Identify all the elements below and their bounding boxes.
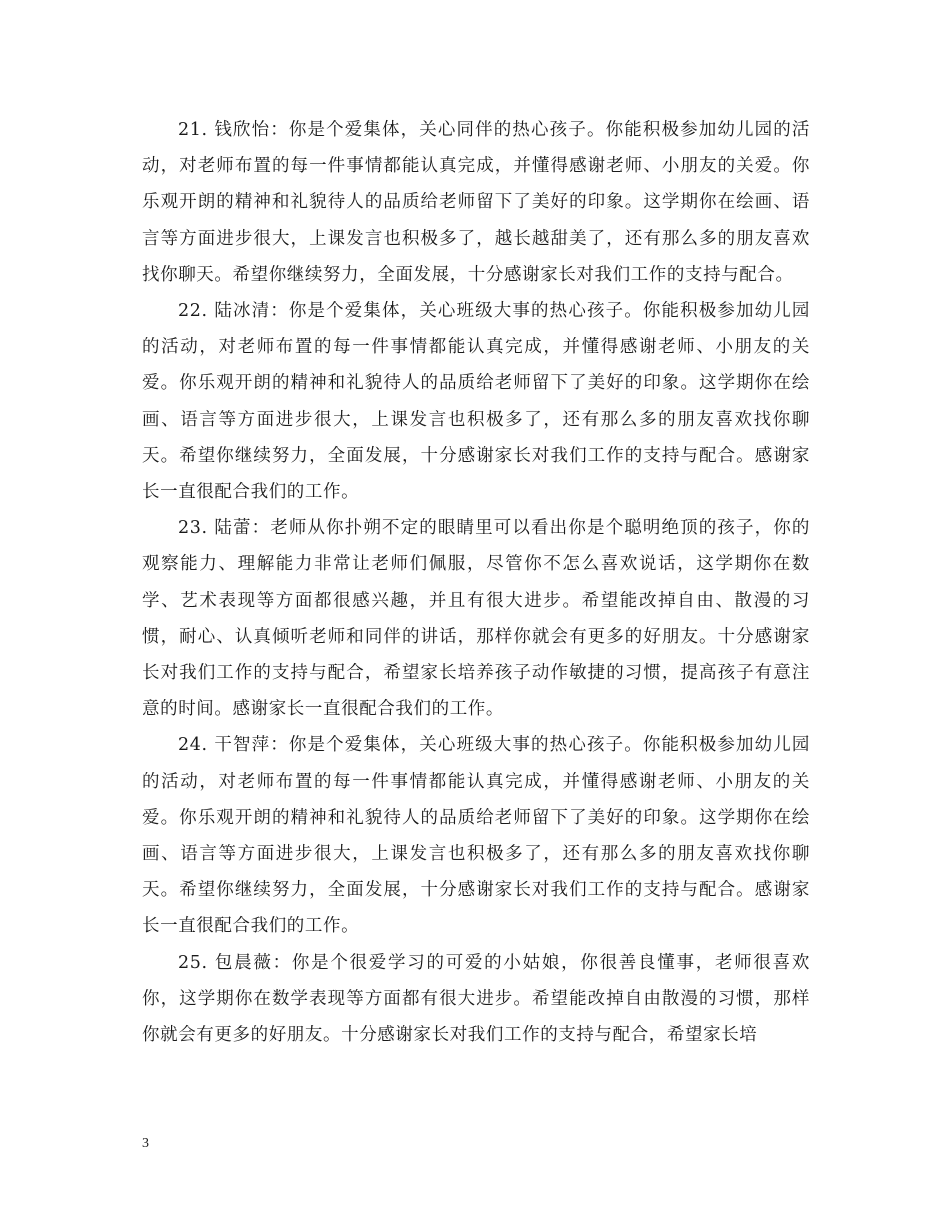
comment-paragraph-24: 24. 干智萍：你是个爱集体，关心班级大事的热心孩子。你能积极参加幼儿园的活动，对老师布置的每一件事情都能认真完成，并懂得感谢老师、小朋友的关爱。你乐观开朗的精神和礼貌待人的品质给老师留下了美好的印象。这学期你在绘画、语言等方面进步很大，上课发言也积极多了，还有那么多的朋友喜欢找你聊天。希望你继续努力，全面发展，十分感谢家长对我们工作的支持与配合。感谢家长一直很配合我们的工作。: [142, 735, 810, 937]
comment-paragraph-21: 21. 钱欣怡：你是个爱集体，关心同伴的热心孩子。你能积极参加幼儿园的活动，对老师布置的每一件事情都能认真完成，并懂得感谢老师、小朋友的关爱。你乐观开朗的精神和礼貌待人的品质给老师留下了美好的印象。这学期你在绘画、语言等方面进步很大，上课发言也积极多了，越长越甜美了，还有那么多的朋友喜欢找你聊天。希望你继续努力，全面发展，十分感谢家长对我们工作的支持与配合。: [142, 120, 810, 285]
document-body: [142, 112, 810, 1053]
comment-paragraph-23: 23. 陆蕾：老师从你扑朔不定的眼睛里可以看出你是个聪明绝顶的孩子，你的观察能力、理解能力非常让老师们佩服，尽管你不怎么喜欢说话，这学期你在数学、艺术表现等方面都很感兴趣，并且有很大进步。希望能改掉自由、散漫的习惯，耐心、认真倾听老师和同伴的讲话，那样你就会有更多的好朋友。十分感谢家长对我们工作的支持与配合，希望家长培养孩子动作敏捷的习惯，提高孩子有意注意的时间。感谢家长一直很配合我们的工作。: [142, 518, 810, 720]
comment-paragraph-22: 22. 陆冰清：你是个爱集体，关心班级大事的热心孩子。你能积极参加幼儿园的活动，对老师布置的每一件事情都能认真完成，并懂得感谢老师、小朋友的关爱。你乐观开朗的精神和礼貌待人的品质给老师留下了美好的印象。这学期你在绘画、语言等方面进步很大，上课发言也积极多了，还有那么多的朋友喜欢找你聊天。希望你继续努力，全面发展，十分感谢家长对我们工作的支持与配合。感谢家长一直很配合我们的工作。: [142, 301, 810, 503]
comment-paragraph-25: 25. 包晨薇：你是个很爱学习的可爱的小姑娘，你很善良懂事，老师很喜欢你，这学期你在数学表现等方面都有很大进步。希望能改掉自由散漫的习惯，那样你就会有更多的好朋友。十分感谢家长对我们工作的支持与配合，希望家长培: [142, 952, 810, 1046]
page-number: 3: [142, 1136, 149, 1151]
